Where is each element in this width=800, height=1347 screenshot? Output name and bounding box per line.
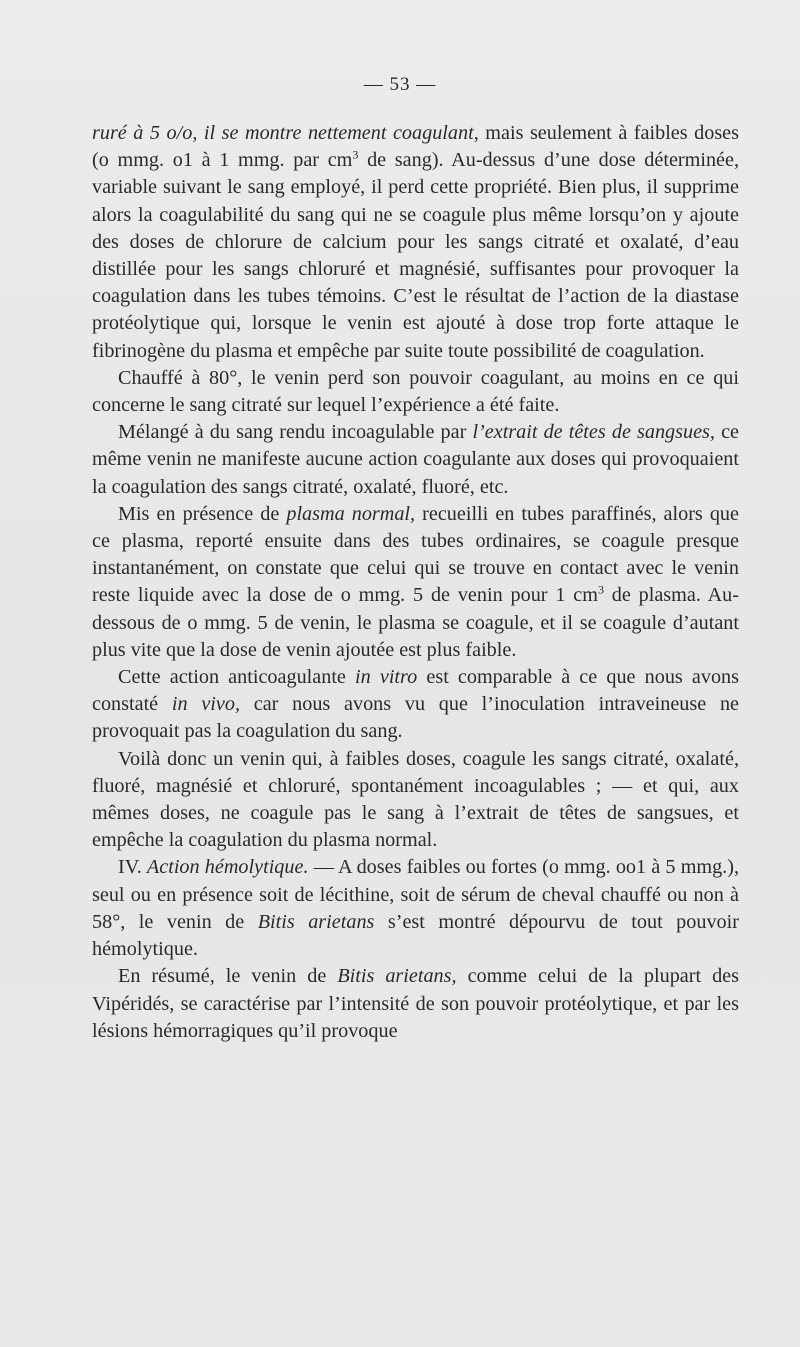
section-number: IV. xyxy=(118,856,147,879)
p4-sup: 3 xyxy=(597,582,604,597)
p5-italic-1: in vitro xyxy=(355,666,418,689)
p8-text-end: comme celui de la plupart des Vipéridés, se caractérise par l’intensité de son pouvoir protéolytique, et par les lésions hémorragiques qu’il provoque xyxy=(92,965,739,1042)
section-heading: Action hémolytique. xyxy=(146,856,309,879)
p7-text-end: s’est montré dépourvu de tout pouvoir hémolytique. xyxy=(92,910,739,961)
paragraph-1 xyxy=(92,120,739,365)
paragraph-3 xyxy=(92,419,739,501)
p8-text: En résumé, le venin de xyxy=(118,965,338,988)
p5-text: Cette action anticoagulante xyxy=(118,666,356,689)
p1-text-end: de sang). Au-dessus d’une dose déterminée, variable suivant le sang employé, il perd cette propriété. Bien plus, il supprime alors la coagulabilité du sang qui ne se coagule plus même lorsqu’on y ajoute des doses de chlorure de calcium pour les sangs citraté et oxalaté, d’eau distillée pour les sangs chloruré et magnésié, suffisantes pour provoquer la coagulation dans les tubes témoins. C’est le résultat de l’action de la diastase protéolytique qui, lorsque le venin est ajouté à dose trop forte attaque le fibrinogène du plasma et empêche par suite toute possibilité de coagulation. xyxy=(92,149,740,362)
paragraph-5 xyxy=(92,664,739,746)
paragraph-7 xyxy=(92,854,739,963)
p1-italic: coagulant, xyxy=(392,122,479,144)
body-text xyxy=(92,120,739,1045)
p8-italic: Bitis arietans, xyxy=(337,965,457,988)
p4-text: Mis en présence de xyxy=(118,502,287,525)
p4-text-mid: recueilli en tubes paraffinés, alors que ce plasma, reporté ensuite dans des tubes ordinaires, se coagule presque instantanément, on constate que celui qui se trouve en contact avec le venin reste liquide avec la dose de o mmg. 5 de venin pour 1 cm xyxy=(92,502,739,607)
p5-italic-2: in vivo, xyxy=(171,693,241,716)
paragraph-2: Chauffé à 80°, le venin perd son pouvoir coagulant, au moins en ce qui concerne le sang citraté sur lequel l’expérience a été faite. xyxy=(92,366,739,417)
p1-sup: 3 xyxy=(352,147,359,162)
p1-start: ruré à 5 o/o, il se montre nettement xyxy=(92,122,393,144)
page-number: — 53 — xyxy=(363,74,437,95)
paragraph-8 xyxy=(92,963,739,1045)
p1-text: mais seulement à faibles doses (o mmg. o1 à 1 mmg. par cm xyxy=(92,122,740,172)
paragraph-6: Voilà donc un venin qui, à faibles doses, coagule les sangs citraté, oxalaté, fluoré, magnésié et chloruré, spontanément incoagulables ; — et qui, aux mêmes doses, ne coagule pas le sang à l’extrait de têtes de sangsues, et empêche la coagulation du plasma normal. xyxy=(92,747,739,852)
p3-text: Mélangé à du sang rendu incoagulable par xyxy=(118,421,473,444)
p3-italic: l’extrait de têtes de sangsues, xyxy=(472,421,715,444)
p4-text-end: de plasma. Au-dessous de o mmg. 5 de venin, le plasma se coagule, et il se coagule d’autant plus vite que la dose de venin ajoutée est plus faible. xyxy=(92,584,739,661)
p7-text: — A doses faibles ou fortes (o mmg. oo1 à 5 mmg.), seul ou en présence soit de lécithine, soit de sérum de cheval chauffé ou non à 58°, le venin de xyxy=(92,856,740,933)
p3-text-end: ce même venin ne manifeste aucune action coagulante aux doses qui provoquaient la coagulation des sangs citraté, oxalaté, fluoré, etc. xyxy=(92,421,739,498)
p5-text-end: car nous avons vu que l’inoculation intraveineuse ne provoquait pas la coagulation du sang. xyxy=(92,693,739,743)
paragraph-4 xyxy=(92,501,739,664)
p7-italic: Bitis arietans xyxy=(257,910,375,933)
p5-text-mid: est comparable à ce que nous avons constaté xyxy=(92,666,739,716)
p4-italic: plasma normal, xyxy=(286,502,416,525)
